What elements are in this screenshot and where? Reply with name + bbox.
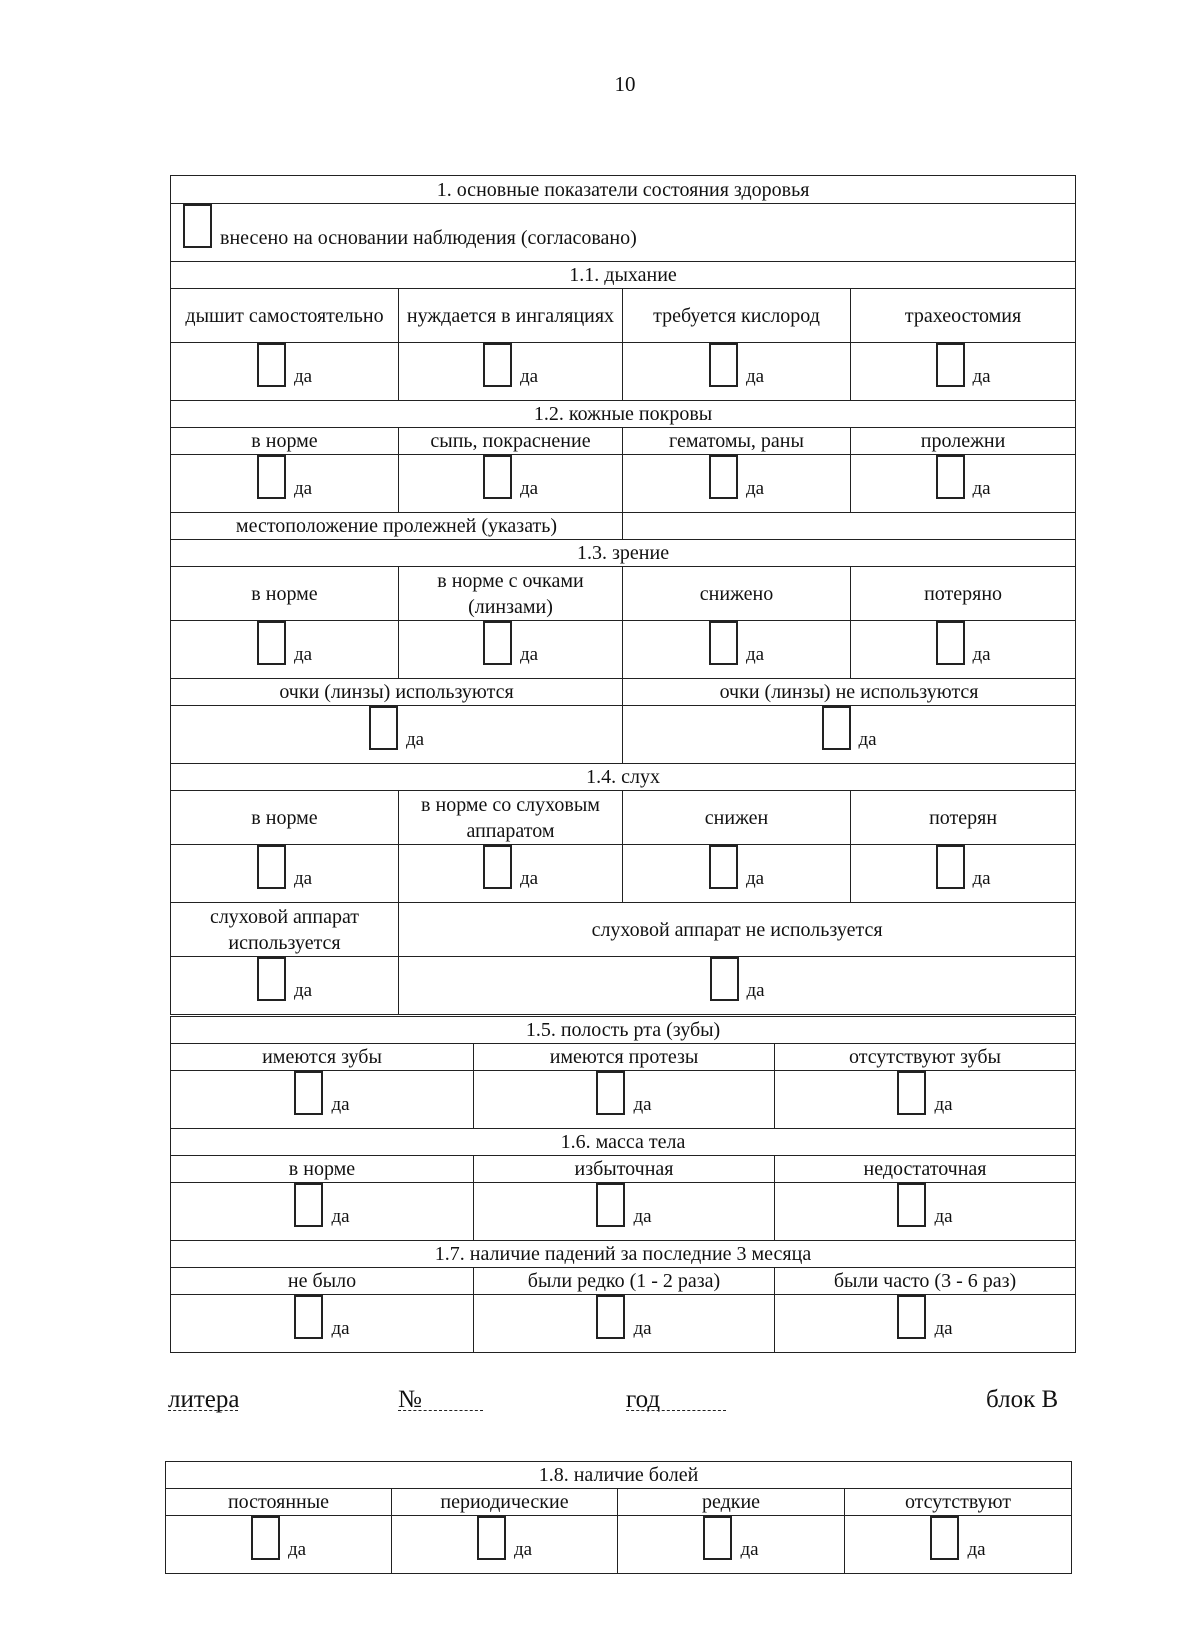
vision-reduced-checkbox[interactable] [709,621,738,665]
skin-col: пролежни [851,428,1076,455]
vision-glasses-checkbox[interactable] [483,621,512,665]
dentures-checkbox[interactable] [596,1071,625,1115]
bedsore-location-label: местоположение пролежней (указать) [171,513,623,540]
yes-label: да [746,980,765,1001]
falls-rare-checkbox[interactable] [596,1295,625,1339]
breathing-title: 1.1. дыхание [171,262,1076,289]
skin-wounds-checkbox[interactable] [709,455,738,499]
glasses-not-used-label: очки (линзы) не используются [623,679,1076,706]
hearing-aid-used-checkbox[interactable] [257,957,286,1001]
hearing-normal-checkbox[interactable] [257,845,286,889]
weight-deficit-checkbox[interactable] [897,1183,926,1227]
yes-label: да [519,868,539,889]
pain-rare-checkbox[interactable] [703,1516,732,1560]
yes-label: да [293,868,313,889]
hearing-title: 1.4. слух [171,764,1076,791]
skin-title: 1.2. кожные покровы [171,401,1076,428]
breathing-tracheostomy-checkbox[interactable] [936,343,965,387]
yes-label: да [293,644,313,665]
pain-periodic-checkbox[interactable] [477,1516,506,1560]
vision-title: 1.3. зрение [171,540,1076,567]
skin-bedsores-checkbox[interactable] [936,455,965,499]
yes-label: да [519,366,539,387]
mouth-title: 1.5. полость рта (зубы) [171,1017,1076,1044]
breathing-self-checkbox[interactable] [257,343,286,387]
yes-label: да [633,1206,652,1227]
weight-col: избыточная [474,1156,775,1183]
yes-label: да [519,644,539,665]
hearing-aid-not-used-label: слуховой аппарат не используется [399,903,1076,957]
health-indicators-table-part2 [170,1016,1076,1353]
pain-table [165,1461,1072,1574]
skin-normal-checkbox[interactable] [257,455,286,499]
hearing-col: в норме [171,791,399,845]
glasses-used-label: очки (линзы) используются [171,679,623,706]
yes-label: да [972,366,991,387]
falls-none-checkbox[interactable] [294,1295,323,1339]
hearing-aid-checkbox[interactable] [483,845,512,889]
litera-field[interactable] [168,1386,238,1411]
pain-constant-checkbox[interactable] [251,1516,280,1560]
mouth-col: отсутствуют зубы [775,1044,1076,1071]
yes-label: да [633,1094,652,1115]
teeth-absent-checkbox[interactable] [897,1071,926,1115]
falls-col: были редко (1 - 2 раза) [474,1268,775,1295]
vision-lost-checkbox[interactable] [936,621,965,665]
vision-normal-checkbox[interactable] [257,621,286,665]
breathing-col: дышит самостоятельно [171,289,399,343]
weight-title: 1.6. масса тела [171,1129,1076,1156]
footer-line [168,1386,1068,1420]
yes-label: да [972,868,991,889]
yes-label: да [745,366,765,387]
yes-label: да [513,1539,533,1560]
weight-normal-checkbox[interactable] [294,1183,323,1227]
number-field[interactable] [398,1386,483,1411]
yes-label: да [331,1206,350,1227]
glasses-used-checkbox[interactable] [369,706,398,750]
observation-row [171,204,1076,262]
hearing-col: в норме со слуховым аппаратом [399,791,623,845]
yes-label: да [293,478,313,499]
hearing-col: снижен [623,791,851,845]
hearing-reduced-checkbox[interactable] [709,845,738,889]
mouth-col: имеются зубы [171,1044,474,1071]
weight-col: в норме [171,1156,474,1183]
breathing-col: нуждается в ингаляциях [399,289,623,343]
yes-label: да [331,1318,350,1339]
year-label: год [626,1386,661,1413]
yes-label: да [934,1094,953,1115]
skin-rash-checkbox[interactable] [483,455,512,499]
pain-title: 1.8. наличие болей [166,1462,1072,1489]
yes-label: да [405,729,425,750]
yes-label: да [740,1539,759,1560]
yes-label: да [745,644,765,665]
observation-label: внесено на основании наблюдения (согласовано) [220,227,637,249]
yes-label: да [331,1094,350,1115]
page-number: 10 [614,72,636,96]
vision-col: потеряно [851,567,1076,621]
teeth-present-checkbox[interactable] [294,1071,323,1115]
hearing-col: потерян [851,791,1076,845]
skin-col: гематомы, раны [623,428,851,455]
vision-col: в норме [171,567,399,621]
pain-col: редкие [618,1489,845,1516]
hearing-aid-not-used-checkbox[interactable] [710,957,739,1001]
pain-absent-checkbox[interactable] [930,1516,959,1560]
weight-col: недостаточная [775,1156,1076,1183]
yes-label: да [633,1318,652,1339]
yes-label: да [934,1318,953,1339]
weight-excess-checkbox[interactable] [596,1183,625,1227]
skin-col: сыпь, покраснение [399,428,623,455]
yes-label: да [519,478,539,499]
yes-label: да [934,1206,953,1227]
yes-label: да [293,366,313,387]
falls-frequent-checkbox[interactable] [897,1295,926,1339]
block-label: блок В [986,1386,1059,1413]
yes-label: да [972,644,991,665]
hearing-lost-checkbox[interactable] [936,845,965,889]
breathing-col: требуется кислород [623,289,851,343]
yes-label: да [745,478,765,499]
bedsore-location-field[interactable] [623,513,1076,540]
yes-label: да [858,729,877,750]
litera-label: литера [168,1386,240,1413]
vision-col: снижено [623,567,851,621]
vision-col: в норме с очками (линзами) [399,567,623,621]
falls-col: не было [171,1268,474,1295]
yes-label: да [972,478,991,499]
yes-label: да [967,1539,986,1560]
section-title: 1. основные показатели состояния здоровья [171,176,1076,204]
health-indicators-table [170,175,1076,1015]
breathing-oxygen-checkbox[interactable] [709,343,738,387]
yes-label: да [287,1539,307,1560]
falls-title: 1.7. наличие падений за последние 3 месяца [171,1241,1076,1268]
observation-checkbox[interactable] [183,204,212,248]
yes-label: да [293,980,313,1001]
number-label: № [398,1386,422,1413]
pain-col: постоянные [166,1489,392,1516]
mouth-col: имеются протезы [474,1044,775,1071]
falls-col: были часто (3 - 6 раз) [775,1268,1076,1295]
year-field[interactable] [626,1386,726,1411]
breathing-inhalation-checkbox[interactable] [483,343,512,387]
hearing-aid-used-label: слуховой аппарат используется [171,903,399,957]
yes-label: да [745,868,765,889]
skin-col: в норме [171,428,399,455]
pain-col: периодические [392,1489,618,1516]
pain-col: отсутствуют [845,1489,1072,1516]
breathing-col: трахеостомия [851,289,1076,343]
glasses-not-used-checkbox[interactable] [822,706,851,750]
